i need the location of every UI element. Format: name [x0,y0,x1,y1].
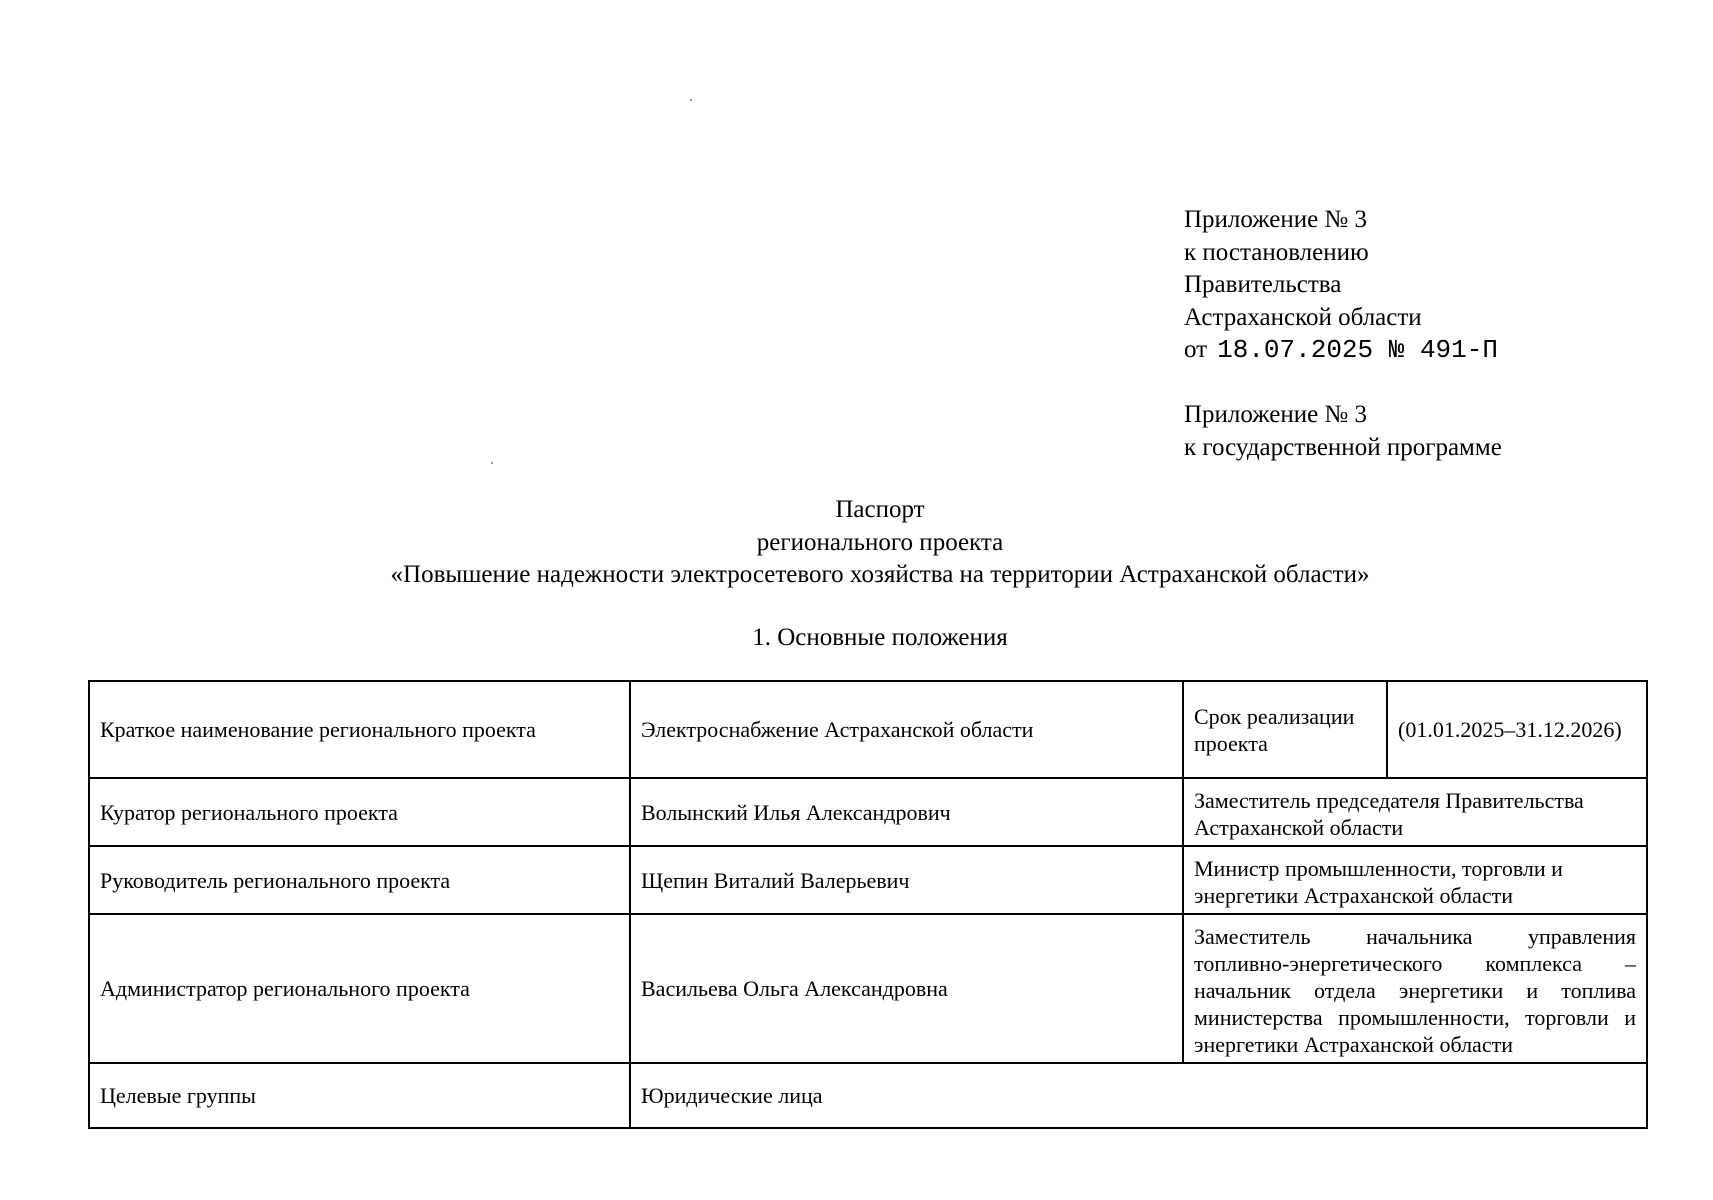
document-title [0,494,1713,592]
person-name: Васильева Ольга Александровна [630,914,1183,1063]
annex-block-decree [1184,204,1498,367]
row-value: Юридические лица [630,1063,1647,1128]
decree-date-number: 18.07.2025 № 491-П [1217,335,1498,365]
row-label: Руководитель регионального проекта [89,846,630,914]
date-prefix: от [1184,336,1208,363]
scan-speck [690,99,692,101]
row-label: Администратор регионального проекта [89,914,630,1063]
row-value: Электроснабжение Астраханской области [630,681,1183,778]
table-row [89,681,1647,778]
person-position: Министр промышленности, торговли и энергетики Астраханской области [1183,846,1647,914]
person-name: Щепин Виталий Валерьевич [630,846,1183,914]
table-row [89,778,1647,846]
annex-line: Приложение № 3 [1184,206,1368,233]
term-value: (01.01.2025–31.12.2026) [1387,681,1647,778]
annex-line: Астраханской области [1184,303,1422,331]
title-line: регионального проекта [756,528,1004,556]
person-position: Заместитель начальника управления топливно-энергетического комплекса – начальник отдела энергетики и топлива министерства промышленности, торговли и энергетики Астраханской области [1183,914,1647,1063]
passport-table [88,680,1648,1129]
title-line: «Повышение надежности электросетевого хозяйства на территории Астраханской области» [390,561,1370,588]
table-row [89,914,1647,1063]
decree-date-line [1184,334,1498,367]
person-name: Волынский Илья Александрович [630,778,1183,846]
table-row [89,1063,1647,1128]
person-position: Заместитель председателя Правительства Астраханской области [1183,778,1647,846]
section-title: 1. Основные положения [752,624,1008,651]
term-label: Срок реализации проекта [1183,681,1387,778]
table-row [89,846,1647,914]
row-label: Краткое наименование регионального проекта [89,681,630,778]
title-line: Паспорт [835,496,925,523]
annex-line: к государственной программе [1184,433,1502,461]
annex-block-program [1184,399,1502,464]
row-label: Куратор регионального проекта [89,778,630,846]
annex-line: к постановлению [1184,238,1369,266]
row-label: Целевые группы [89,1063,630,1128]
scan-speck [491,462,493,464]
annex-line: Правительства [1184,271,1342,298]
annex-line: Приложение № 3 [1184,401,1368,428]
